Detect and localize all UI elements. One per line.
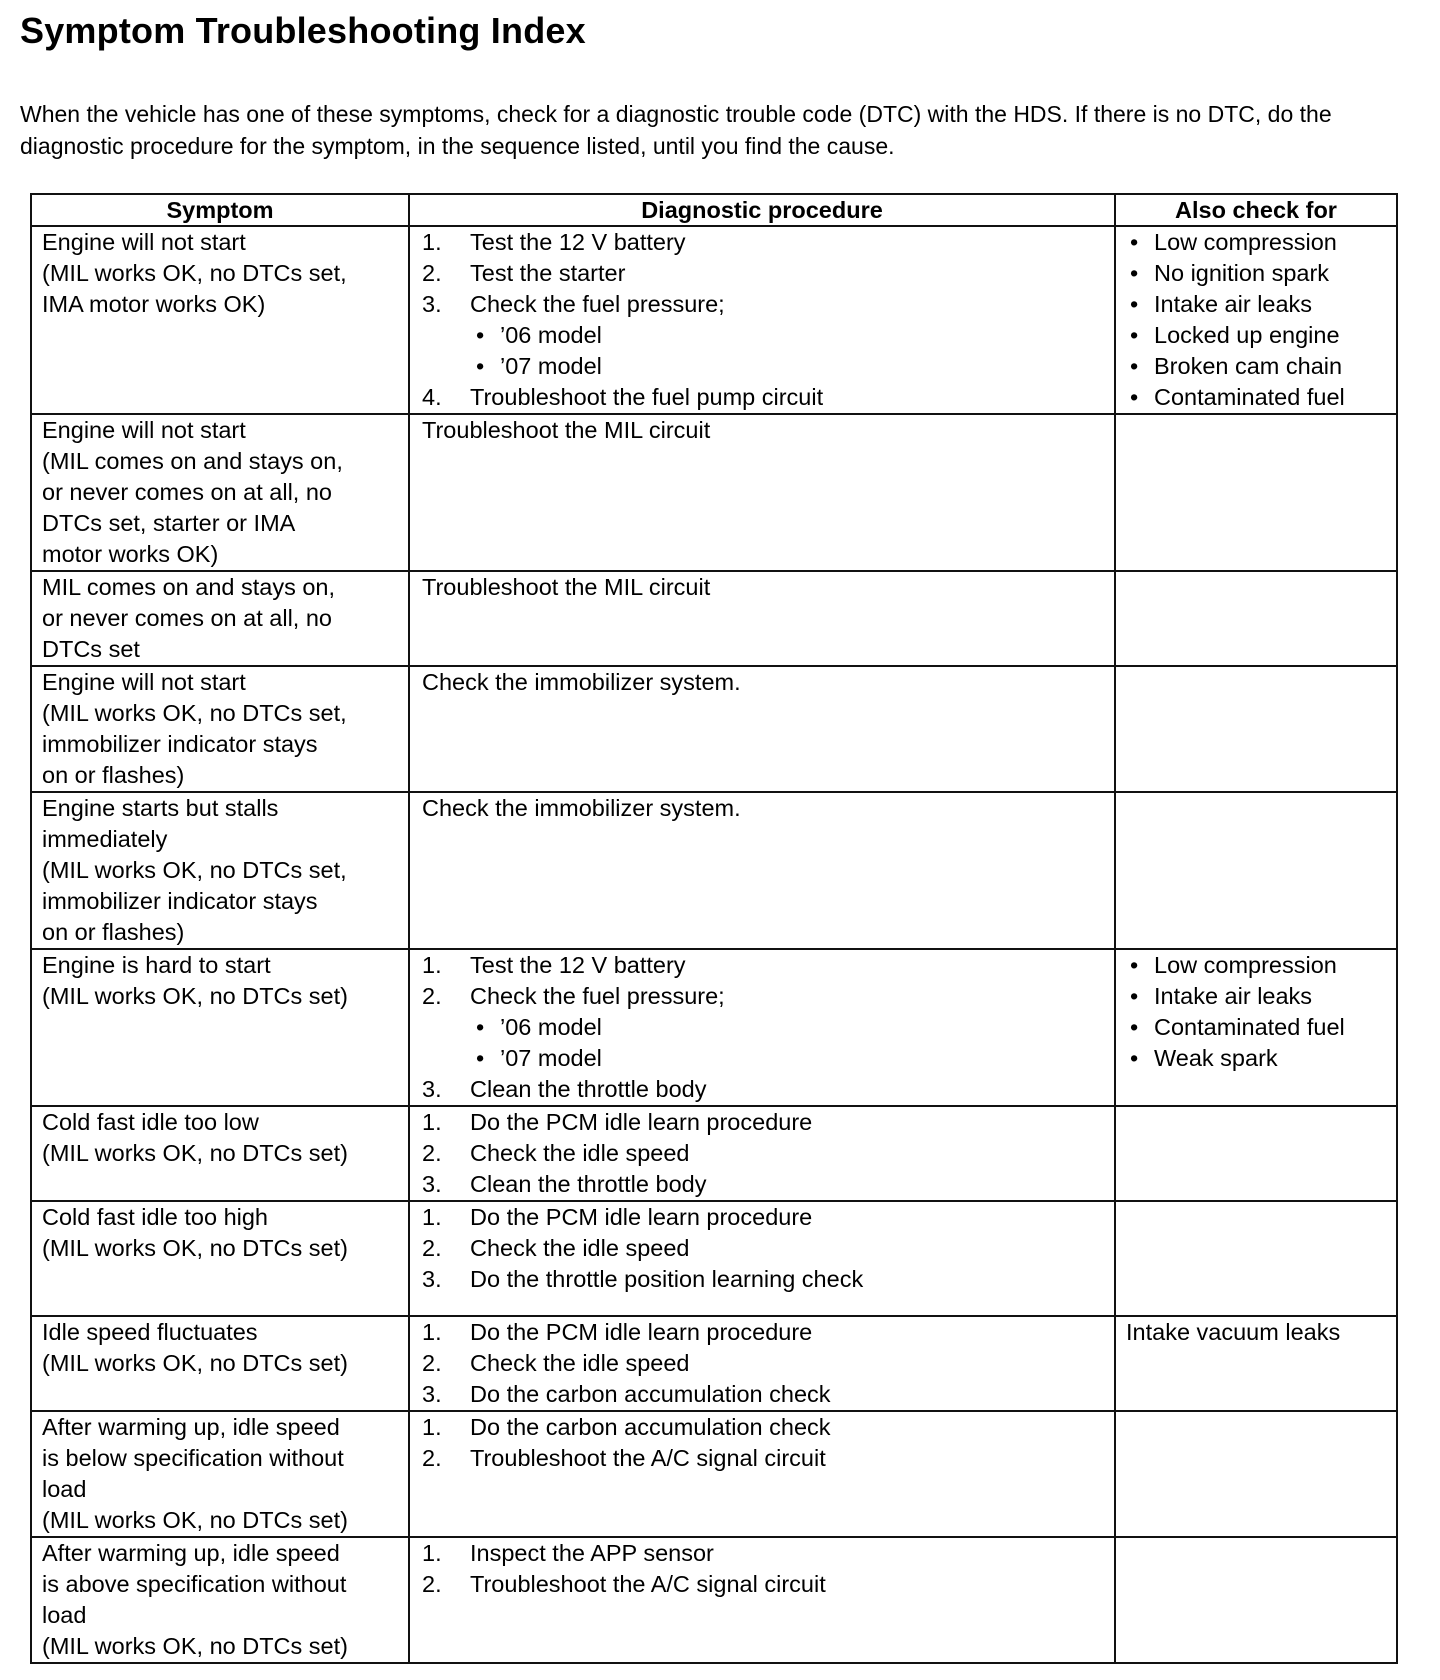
also-check-text: No ignition spark	[1154, 260, 1330, 286]
procedure-cell	[409, 1316, 1115, 1411]
bullet-icon: •	[1130, 1014, 1139, 1040]
bullet-icon: •	[1130, 384, 1139, 410]
procedure-step	[422, 227, 1108, 258]
procedure-cell	[409, 571, 1115, 666]
also-check-text: Intake air leaks	[1154, 291, 1313, 317]
step-number: 1.	[422, 229, 442, 255]
symptom-line: After warming up, idle speed	[42, 1540, 340, 1566]
also-check-item	[1126, 351, 1390, 382]
bullet-icon: •	[476, 353, 485, 379]
sub-item-text: ’06 model	[500, 1014, 602, 1040]
symptom-line: Cold fast idle too high	[42, 1204, 269, 1230]
also-check-cell	[1115, 1411, 1397, 1537]
also-check-item	[1126, 258, 1390, 289]
procedure-cell	[409, 949, 1115, 1106]
table-row	[31, 1106, 1397, 1201]
also-check-cell	[1115, 226, 1397, 414]
bullet-icon: •	[476, 1014, 485, 1040]
symptom-line: (MIL works OK, no DTCs set)	[42, 1140, 348, 1166]
also-check-item	[1126, 1043, 1390, 1074]
step-text: Do the carbon accumulation check	[470, 1414, 831, 1440]
symptom-cell	[31, 571, 409, 666]
also-check-cell	[1115, 792, 1397, 949]
also-check-text: Contaminated fuel	[1154, 384, 1345, 410]
procedure-step	[422, 1348, 1108, 1379]
step-text: Do the throttle position learning check	[470, 1266, 864, 1292]
bullet-icon: •	[1130, 260, 1139, 286]
symptom-cell	[31, 414, 409, 571]
bullet-icon: •	[1130, 353, 1139, 379]
also-check-text: Weak spark	[1154, 1045, 1278, 1071]
step-number: 1.	[422, 1204, 442, 1230]
page-title: Symptom Troubleshooting Index	[20, 10, 586, 51]
symptom-line: Engine will not start	[42, 417, 246, 443]
procedure-step	[422, 382, 1108, 413]
symptom-line: (MIL works OK, no DTCs set,	[42, 700, 347, 726]
symptom-line: or never comes on at all, no	[42, 479, 332, 505]
symptom-line: (MIL works OK, no DTCs set)	[42, 983, 348, 1009]
step-number: 3.	[422, 1076, 442, 1102]
step-number: 1.	[422, 1319, 442, 1345]
intro-paragraph: When the vehicle has one of these symptoms, check for a diagnostic trouble code (DTC) with the HDS. If there is no DTC, do the diagnostic procedure for the symptom, in the sequence listed, until you find the cause.	[20, 101, 1332, 159]
step-number: 2.	[422, 1571, 442, 1597]
symptom-cell	[31, 1316, 409, 1411]
procedure-cell	[409, 226, 1115, 414]
step-text: Troubleshoot the A/C signal circuit	[470, 1445, 826, 1471]
procedure-step	[422, 1317, 1108, 1348]
procedure-text: Troubleshoot the MIL circuit	[422, 417, 711, 443]
symptom-line: immobilizer indicator stays	[42, 888, 318, 914]
procedure-cell	[409, 414, 1115, 571]
table-row	[31, 1537, 1397, 1663]
symptom-line: or never comes on at all, no	[42, 605, 332, 631]
step-number: 1.	[422, 1109, 442, 1135]
step-text: Clean the throttle body	[470, 1171, 707, 1197]
procedure-step	[422, 1233, 1108, 1264]
procedure-cell	[409, 792, 1115, 949]
step-number: 3.	[422, 1266, 442, 1292]
step-number: 3.	[422, 1381, 442, 1407]
step-text: Test the 12 V battery	[470, 229, 686, 255]
also-check-cell	[1115, 666, 1397, 792]
bullet-icon: •	[1130, 952, 1139, 978]
procedure-step	[422, 1379, 1108, 1410]
symptom-line: immobilizer indicator stays	[42, 731, 318, 757]
step-text: Inspect the APP sensor	[470, 1540, 714, 1566]
procedure-cell	[409, 1537, 1115, 1663]
step-text: Check the idle speed	[470, 1140, 690, 1166]
procedure-sub-item	[422, 1012, 1108, 1043]
step-text: Do the carbon accumulation check	[470, 1381, 831, 1407]
symptom-line: (MIL works OK, no DTCs set,	[42, 857, 347, 883]
step-number: 1.	[422, 952, 442, 978]
step-text: Check the idle speed	[470, 1235, 690, 1261]
procedure-text: Check the immobilizer system.	[422, 669, 741, 695]
symptom-line: DTCs set	[42, 636, 140, 662]
header-also-check-for: Also check for	[1115, 194, 1397, 226]
step-text: Do the PCM idle learn procedure	[470, 1109, 813, 1135]
step-text: Clean the throttle body	[470, 1076, 707, 1102]
table-body	[31, 226, 1397, 1663]
symptom-line: Engine will not start	[42, 229, 246, 255]
symptom-line: load	[42, 1476, 87, 1502]
table-row	[31, 226, 1397, 414]
procedure-step	[422, 289, 1108, 320]
step-text: Do the PCM idle learn procedure	[470, 1319, 813, 1345]
symptom-line: Engine is hard to start	[42, 952, 271, 978]
procedure-step	[422, 258, 1108, 289]
table-header-row	[31, 194, 1397, 226]
bullet-icon: •	[1130, 229, 1139, 255]
sub-item-text: ’07 model	[500, 1045, 602, 1071]
procedure-step	[422, 1138, 1108, 1169]
sub-item-text: ’07 model	[500, 353, 602, 379]
table-row	[31, 666, 1397, 792]
procedure-step	[422, 1443, 1108, 1474]
also-check-text: Intake vacuum leaks	[1126, 1319, 1341, 1345]
step-text: Check the fuel pressure;	[470, 983, 725, 1009]
bullet-icon: •	[1130, 1045, 1139, 1071]
also-check-cell	[1115, 1316, 1397, 1411]
procedure-step	[422, 1074, 1108, 1105]
step-text: Do the PCM idle learn procedure	[470, 1204, 813, 1230]
also-check-cell	[1115, 949, 1397, 1106]
procedure-cell	[409, 666, 1115, 792]
also-check-text: Contaminated fuel	[1154, 1014, 1345, 1040]
table-row	[31, 792, 1397, 949]
procedure-step	[422, 1569, 1108, 1600]
procedure-step	[422, 1538, 1108, 1569]
symptom-cell	[31, 666, 409, 792]
step-number: 3.	[422, 1171, 442, 1197]
step-number: 2.	[422, 1350, 442, 1376]
symptom-line: Cold fast idle too low	[42, 1109, 259, 1135]
also-check-cell	[1115, 1106, 1397, 1201]
symptom-line: IMA motor works OK)	[42, 291, 266, 317]
procedure-sub-item	[422, 351, 1108, 382]
step-text: Troubleshoot the fuel pump circuit	[470, 384, 824, 410]
table-row	[31, 1411, 1397, 1537]
bullet-icon: •	[1130, 322, 1139, 348]
procedure-step	[422, 981, 1108, 1012]
procedure-sub-item	[422, 1043, 1108, 1074]
symptom-cell	[31, 1537, 409, 1663]
also-check-cell	[1115, 1537, 1397, 1663]
symptom-line: on or flashes)	[42, 762, 185, 788]
also-check-item	[1126, 950, 1390, 981]
procedure-step	[422, 1107, 1108, 1138]
bullet-icon: •	[1130, 291, 1139, 317]
also-check-item	[1126, 1012, 1390, 1043]
table-row	[31, 1201, 1397, 1316]
also-check-item	[1126, 981, 1390, 1012]
header-symptom: Symptom	[31, 194, 409, 226]
step-number: 2.	[422, 1445, 442, 1471]
symptom-line: (MIL works OK, no DTCs set)	[42, 1350, 348, 1376]
step-number: 4.	[422, 384, 442, 410]
also-check-text: Low compression	[1154, 229, 1337, 255]
procedure-step	[422, 1264, 1108, 1295]
procedure-cell	[409, 1106, 1115, 1201]
step-text: Test the starter	[470, 260, 626, 286]
procedure-step	[422, 1202, 1108, 1233]
table-row	[31, 1316, 1397, 1411]
also-check-text: Broken cam chain	[1154, 353, 1343, 379]
also-check-text: Locked up engine	[1154, 322, 1340, 348]
symptom-line: After warming up, idle speed	[42, 1414, 340, 1440]
procedure-text: Troubleshoot the MIL circuit	[422, 574, 711, 600]
symptom-cell	[31, 226, 409, 414]
also-check-cell	[1115, 414, 1397, 571]
symptom-line: load	[42, 1602, 87, 1628]
also-check-text: Low compression	[1154, 952, 1337, 978]
procedure-cell	[409, 1201, 1115, 1316]
procedure-cell	[409, 1411, 1115, 1537]
symptom-table	[30, 193, 1398, 1664]
step-number: 2.	[422, 1140, 442, 1166]
step-text: Check the idle speed	[470, 1350, 690, 1376]
symptom-line: Idle speed fluctuates	[42, 1319, 258, 1345]
also-check-cell	[1115, 571, 1397, 666]
symptom-line: is below specification without	[42, 1445, 344, 1471]
table-row	[31, 414, 1397, 571]
step-text: Test the 12 V battery	[470, 952, 686, 978]
symptom-line: (MIL works OK, no DTCs set)	[42, 1633, 348, 1659]
procedure-sub-item	[422, 320, 1108, 351]
also-check-text: Intake air leaks	[1154, 983, 1313, 1009]
symptom-line: DTCs set, starter or IMA	[42, 510, 296, 536]
symptom-line: motor works OK)	[42, 541, 219, 567]
sub-item-text: ’06 model	[500, 322, 602, 348]
symptom-line: MIL comes on and stays on,	[42, 574, 336, 600]
procedure-step	[422, 1412, 1108, 1443]
symptom-line: (MIL works OK, no DTCs set,	[42, 260, 347, 286]
bullet-icon: •	[476, 1045, 485, 1071]
bullet-icon: •	[1130, 983, 1139, 1009]
symptom-cell	[31, 1106, 409, 1201]
symptom-line: is above specification without	[42, 1571, 347, 1597]
step-text: Check the fuel pressure;	[470, 291, 725, 317]
symptom-line: immediately	[42, 826, 168, 852]
table-row	[31, 949, 1397, 1106]
also-check-item	[1126, 382, 1390, 413]
also-check-item	[1126, 320, 1390, 351]
symptom-line: Engine will not start	[42, 669, 246, 695]
procedure-step	[422, 1169, 1108, 1200]
step-number: 2.	[422, 983, 442, 1009]
symptom-cell	[31, 1411, 409, 1537]
symptom-cell	[31, 1201, 409, 1316]
step-number: 3.	[422, 291, 442, 317]
symptom-line: (MIL works OK, no DTCs set)	[42, 1507, 348, 1533]
also-check-item	[1126, 227, 1390, 258]
symptom-line: (MIL comes on and stays on,	[42, 448, 343, 474]
also-check-item	[1126, 289, 1390, 320]
symptom-line: on or flashes)	[42, 919, 185, 945]
symptom-cell	[31, 792, 409, 949]
step-number: 2.	[422, 260, 442, 286]
procedure-text: Check the immobilizer system.	[422, 795, 741, 821]
step-number: 1.	[422, 1414, 442, 1440]
header-diagnostic-procedure: Diagnostic procedure	[409, 194, 1115, 226]
table-row	[31, 571, 1397, 666]
symptom-cell	[31, 949, 409, 1106]
symptom-line: (MIL works OK, no DTCs set)	[42, 1235, 348, 1261]
also-check-cell	[1115, 1201, 1397, 1316]
step-number: 2.	[422, 1235, 442, 1261]
step-number: 1.	[422, 1540, 442, 1566]
step-text: Troubleshoot the A/C signal circuit	[470, 1571, 826, 1597]
procedure-step	[422, 950, 1108, 981]
symptom-line: Engine starts but stalls	[42, 795, 279, 821]
bullet-icon: •	[476, 322, 485, 348]
